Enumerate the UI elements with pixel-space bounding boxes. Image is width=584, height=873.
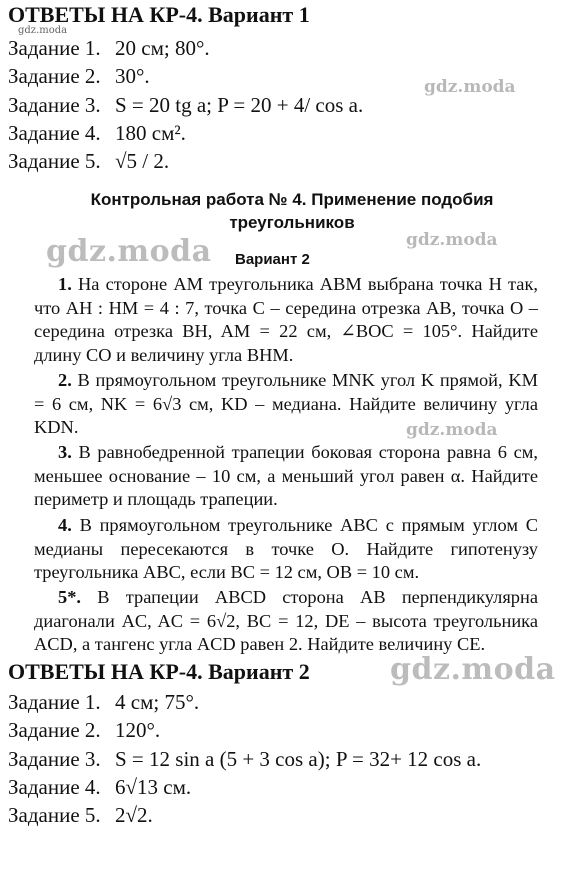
answer-value: S = 20 tg a; P = 20 + 4/ cos a. <box>115 93 364 117</box>
answer-value: 30°. <box>115 64 150 88</box>
watermark-left-large: gdz.moda <box>46 234 212 269</box>
task-number: 2. <box>58 370 72 390</box>
variant-label: Вариант 2 <box>235 251 310 268</box>
answer-value: 180 см². <box>115 121 186 145</box>
answer-v1-1 <box>8 36 210 61</box>
watermark-bottom-large: gdz.moda <box>390 652 556 687</box>
task-5 <box>34 586 538 657</box>
answer-label: Задание 3. <box>8 747 101 771</box>
answer-v2-3 <box>8 747 481 772</box>
task-number: 1. <box>58 274 72 294</box>
task-4 <box>34 514 538 585</box>
watermark-tiny: gdz.moda <box>18 25 68 36</box>
answer-value: 4 см; 75°. <box>115 690 200 714</box>
answer-v2-2 <box>8 718 160 743</box>
answer-value: 6√13 см. <box>115 775 192 799</box>
watermark-task-area: gdz.moda <box>406 420 498 440</box>
answer-label: Задание 1. <box>8 36 101 60</box>
answer-value: 2√2. <box>115 803 153 827</box>
task-number: 5*. <box>58 587 81 607</box>
answer-value: S = 12 sin a (5 + 3 cos a); P = 32+ 12 cos a. <box>115 747 482 771</box>
answer-label: Задание 1. <box>8 690 101 714</box>
task-text: В прямоугольном треугольнике MNK угол K прямой, KM = 6 см, NK = 6√3 см, KD – медиана. Найдите величину угла KDN. <box>34 370 538 437</box>
answer-v2-4 <box>8 775 191 800</box>
task-1 <box>34 273 538 367</box>
task-text: В равнобедренной трапеции боковая сторона равна 6 см, меньшее основание – 10 см, а меньший угол равен α. Найдите периметр и площадь трапеции. <box>34 442 538 509</box>
answer-v2-1 <box>8 690 199 715</box>
answer-label: Задание 5. <box>8 149 101 173</box>
task-text: В трапеции ABCD сторона AB перпендикулярна диагонали AC, AC = 6√2, BC = 12, DE – высота треугольника ACD, а тангенс угла ACD равен 2. Найдите величину CE. <box>34 587 538 654</box>
task-3 <box>34 441 538 512</box>
answer-v2-5 <box>8 803 153 828</box>
answer-value: √5 / 2. <box>115 149 170 173</box>
answer-label: Задание 2. <box>8 64 101 88</box>
answer-label: Задание 4. <box>8 775 101 799</box>
test-title-line1: Контрольная работа № 4. Применение подобия <box>90 190 494 209</box>
task-text: На стороне AM треугольника ABM выбрана точка H так, что AH : HM = 4 : 7, точка C – середина отрезка AB, точка O – середина отрезка BH, AM = 22 см, ∠BOC = 105°. Найдите длину CO и величину угла BHM. <box>34 274 538 365</box>
task-text: В прямоугольном треугольнике ABC с прямым углом C медианы пересекаются в точке O. Найдите гипотенузу треугольника ABC, если BC = 12 см, OB = 10 см. <box>34 515 538 582</box>
answers-v2-heading: ОТВЕТЫ НА КР-4. Вариант 2 <box>8 659 310 684</box>
answer-label: Задание 3. <box>8 93 101 117</box>
answers-v1-heading: ОТВЕТЫ НА КР-4. Вариант 1 <box>8 2 310 27</box>
answer-label: Задание 5. <box>8 803 101 827</box>
answer-label: Задание 2. <box>8 718 101 742</box>
answer-v1-4 <box>8 121 186 146</box>
answer-v1-2 <box>8 64 150 89</box>
answer-value: 20 см; 80°. <box>115 36 210 60</box>
answer-v1-5 <box>8 149 169 174</box>
answer-label: Задание 4. <box>8 121 101 145</box>
watermark-middle-right: gdz.moda <box>406 230 498 250</box>
task-number: 3. <box>58 442 72 462</box>
answer-v1-3 <box>8 93 363 118</box>
test-title-line2: треугольников <box>229 213 355 232</box>
watermark-top-right: gdz.moda <box>424 77 516 97</box>
task-number: 4. <box>58 515 72 535</box>
answer-value: 120°. <box>115 718 161 742</box>
